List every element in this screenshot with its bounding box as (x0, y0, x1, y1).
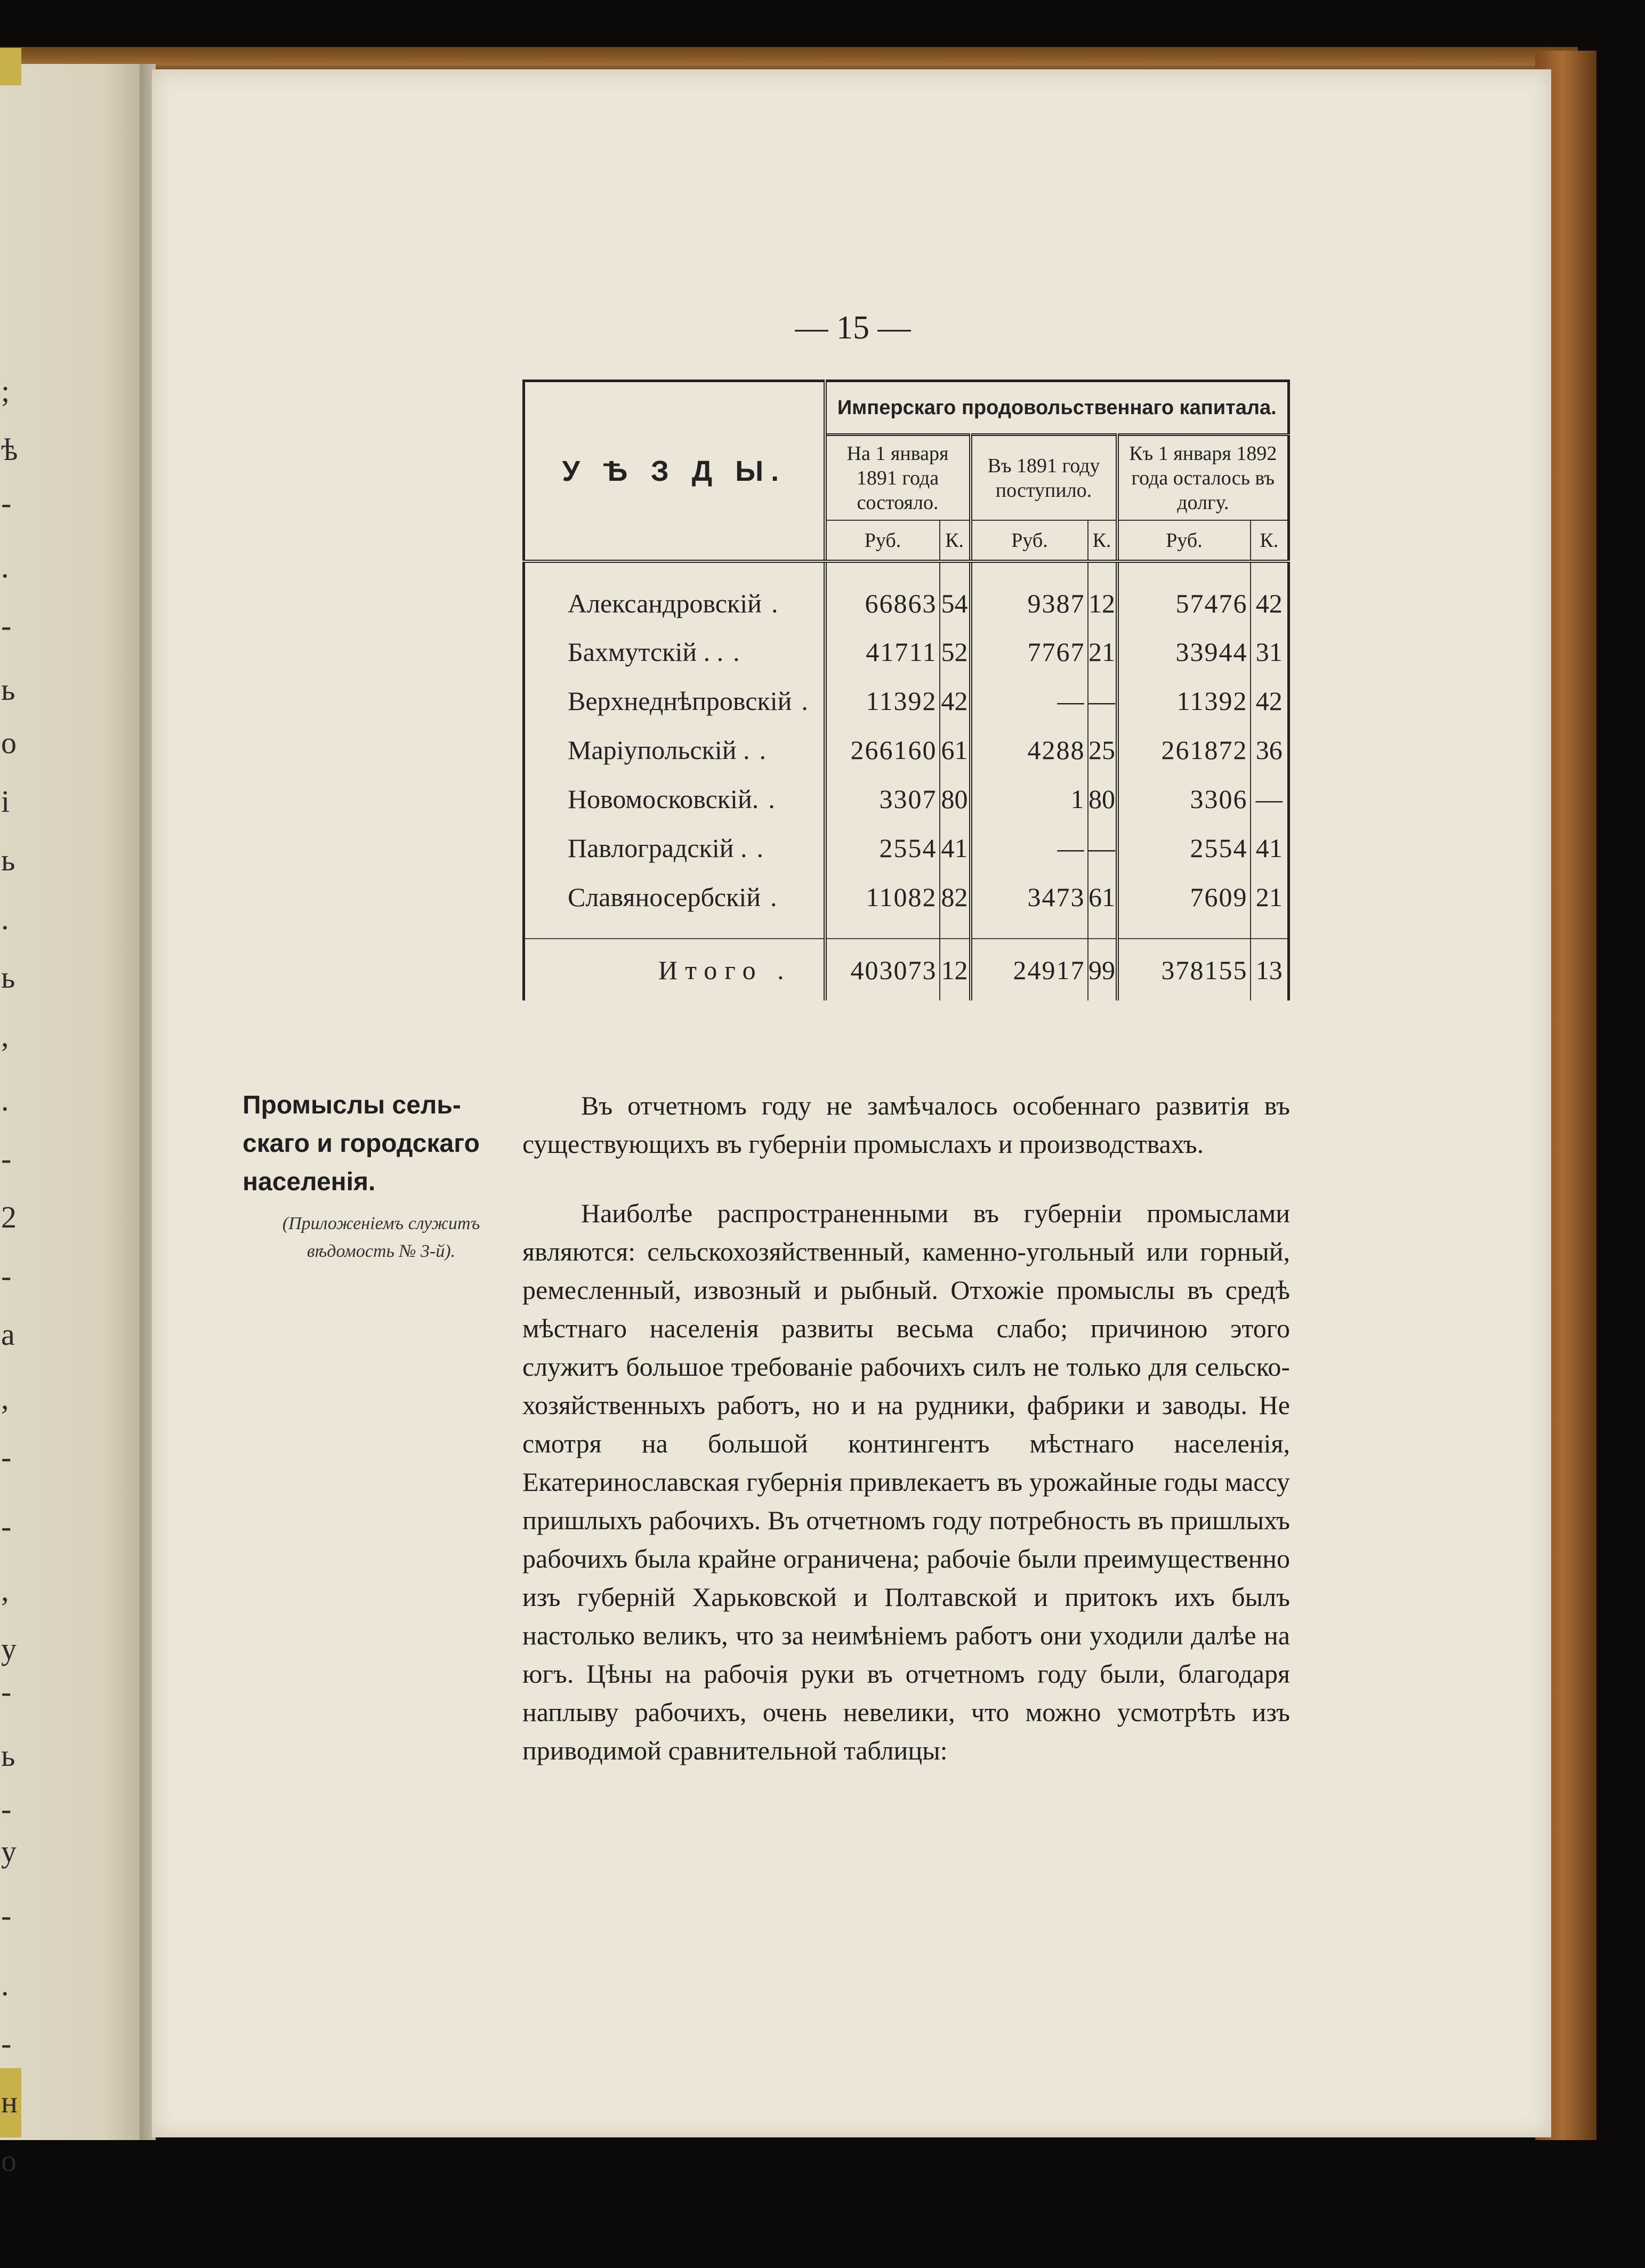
left-page-edge-char: у (1, 1632, 17, 1666)
page-number: — 15 — (795, 310, 911, 346)
cell-c1-rub: 41711 (825, 628, 940, 677)
left-page-edge-char: - (1, 2026, 12, 2061)
cell-c2-rub: — (971, 676, 1088, 725)
cell-c3-rub: 33944 (1117, 628, 1251, 677)
left-page-edge-char: - (1, 1141, 12, 1176)
left-page-edge-char: - (1, 1674, 12, 1709)
cell-c1-rub: 2554 (825, 824, 940, 873)
left-page-edge-char: - (1, 1898, 12, 1933)
left-page-edge-char: н (1, 2085, 18, 2119)
table-row (524, 824, 1289, 873)
total-c1-kop: 12 (940, 939, 971, 1000)
table-row (524, 725, 1289, 774)
total-c2-kop: 99 (1088, 939, 1117, 1000)
cell-c2-rub: 7767 (971, 628, 1088, 677)
row-name: Верхнеднѣпровскій . (524, 676, 825, 725)
capital-table (522, 380, 1290, 1000)
left-page (0, 64, 149, 2178)
cell-c1-rub: 66863 (825, 579, 940, 628)
left-page-edge-char: - (1, 1258, 12, 1293)
cell-c1-rub: 11392 (825, 676, 940, 725)
table-row (524, 676, 1289, 725)
cell-c2-kop: 80 (1088, 774, 1117, 824)
left-page-edge-char: у (1, 1834, 17, 1869)
unit-kop: К. (1251, 520, 1289, 561)
cover-strip-top (0, 48, 21, 85)
group-header: Имперскаго продовольственнаго капитала. (825, 381, 1289, 435)
left-page-edge-char: - (1, 1509, 12, 1544)
total-label: Итого . (524, 939, 825, 1000)
row-name: Бахмутскій . . . (524, 628, 825, 677)
side-note (248, 1210, 514, 1265)
row-name: Славяносербскій . (524, 873, 825, 922)
cell-c2-rub: 9387 (971, 579, 1088, 628)
cell-c3-kop: 21 (1251, 873, 1289, 922)
unit-rub: Руб. (825, 520, 940, 561)
cell-c1-kop: 82 (940, 873, 971, 922)
cell-c3-rub: 3306 (1117, 774, 1251, 824)
cell-c3-rub: 261872 (1117, 725, 1251, 774)
cell-c3-rub: 2554 (1117, 824, 1251, 873)
row-name: Маріупольскій . . (524, 725, 825, 774)
left-page-edge-char: , (1, 1573, 9, 1608)
cell-c1-kop: 80 (940, 774, 971, 824)
left-page-edge-char: і (1, 784, 10, 819)
cell-c2-kop: 12 (1088, 579, 1117, 628)
side-note-line: (Приложеніемъ служитъ (282, 1214, 480, 1233)
body-text (522, 1086, 1290, 1770)
cell-c1-kop: 41 (940, 824, 971, 873)
cell-c1-kop: 61 (940, 725, 971, 774)
cell-c1-kop: 42 (940, 676, 971, 725)
cell-c2-rub: 1 (971, 774, 1088, 824)
cell-c1-kop: 52 (940, 628, 971, 677)
unit-kop: К. (1088, 520, 1117, 561)
left-page-edge-char: ь (1, 960, 15, 995)
cell-c3-kop: — (1251, 774, 1289, 824)
left-page-edge-char: ь (1, 672, 15, 707)
col-header-1891-received: Въ 1891 году поступило. (971, 435, 1117, 520)
left-page-edge-char: ; (1, 374, 10, 408)
cell-c3-rub: 57476 (1117, 579, 1251, 628)
side-heading-line: скаго и городскаго (243, 1129, 480, 1158)
table-row (524, 774, 1289, 824)
unit-kop: К. (940, 520, 971, 561)
left-page-edge-char: . (1, 901, 9, 936)
table-row (524, 628, 1289, 677)
left-page-edge-char: - (1, 608, 12, 643)
cell-c3-kop: 36 (1251, 725, 1289, 774)
row-name: Новомосковскій. . (524, 774, 825, 824)
cell-c1-rub: 3307 (825, 774, 940, 824)
cell-c2-rub: 4288 (971, 725, 1088, 774)
cell-c1-rub: 11082 (825, 873, 940, 922)
side-heading-line: Промыслы сель- (243, 1091, 461, 1119)
side-note-line: вѣдомость № 3-й). (307, 1241, 456, 1261)
cell-c2-kop: 61 (1088, 873, 1117, 922)
left-page-edge-char: ь (1, 1738, 15, 1773)
cell-c2-kop: 21 (1088, 628, 1117, 677)
left-page-edge-char: . (1, 1083, 9, 1117)
cell-c2-rub: — (971, 824, 1088, 873)
left-page-edge-char: о (1, 2143, 17, 2178)
cell-c2-rub: 3473 (971, 873, 1088, 922)
table-row (524, 579, 1289, 628)
left-page-edge-char: а (1, 1317, 15, 1352)
side-heading (243, 1086, 520, 1201)
cell-c1-rub: 266160 (825, 725, 940, 774)
left-page-edge-char: . (1, 1967, 9, 2002)
cell-c3-kop: 42 (1251, 579, 1289, 628)
unit-rub: Руб. (1117, 520, 1251, 561)
left-page-edge-char: . (1, 550, 9, 584)
table-row (524, 873, 1289, 922)
side-heading-line: населенія. (243, 1168, 376, 1196)
table-total-row (524, 939, 1289, 1000)
left-page-edge-char: , (1, 1019, 9, 1053)
left-page-edge-char: ѣ (1, 432, 18, 467)
col-header-1891-start: На 1 января 1891 года состояло. (825, 435, 971, 520)
cell-c3-kop: 31 (1251, 628, 1289, 677)
cell-c2-kop: — (1088, 824, 1117, 873)
cell-c3-rub: 7609 (1117, 873, 1251, 922)
paragraph: Въ отчетномъ году не замѣчалось особеннаго развитія въ существующихъ въ губерніи промыслахъ и производствахъ. (522, 1091, 1290, 1159)
cell-c3-rub: 11392 (1117, 676, 1251, 725)
row-name: Александровскій . (524, 579, 825, 628)
cell-c3-kop: 42 (1251, 676, 1289, 725)
left-page-edge-char: - (1, 486, 12, 520)
left-page-edge-char: ь (1, 843, 15, 877)
total-c1-rub: 403073 (825, 939, 940, 1000)
cell-c3-kop: 41 (1251, 824, 1289, 873)
left-page-edge-char: - (1, 1440, 12, 1474)
left-page-edge-char: о (1, 725, 17, 760)
total-c3-kop: 13 (1251, 939, 1289, 1000)
paragraph: Наиболѣе распространенными въ губерніи промыслами являются: сельскохозяйственный, каменно-угольный или горный, ремесленный, извозный и рыбный. Отхожіе промыслы въ средѣ мѣстнаго населенія развиты весьма слабо; причиною этого служитъ большое требованіе рабочихъ силъ не только для сельско-хозяйственныхъ работъ, но и на рудники, фабрики и заводы. Не смотря на большой контингентъ мѣстнаго населенія, Екатеринославская губернія привлекаетъ въ урожайные годы массу пришлыхъ рабочихъ. Въ отчетномъ году потребность въ пришлыхъ рабочихъ была крайне ограничена; рабочіе были преимущественно изъ губерній Харьковской и Полтавской и притокъ ихъ былъ настолько великъ, что за неимѣніемъ работъ они уходили далѣе на югъ. Цѣны на рабочія руки въ отчетномъ году были, благодаря наплыву рабочихъ, очень невелики, что можно усмотрѣть изъ приводимой сравнительной таблицы: (522, 1198, 1290, 1765)
unit-rub: Руб. (971, 520, 1088, 561)
cell-c1-kop: 54 (940, 579, 971, 628)
uezdy-header: У Ѣ З Д Ы. (524, 381, 825, 562)
left-page-edge-char: 2 (1, 1200, 17, 1234)
left-page-edge-char: , (1, 1381, 9, 1416)
cell-c2-kop: — (1088, 676, 1117, 725)
total-c2-rub: 24917 (971, 939, 1088, 1000)
left-page-edge-char: - (1, 1791, 12, 1826)
row-name: Павлоградскій . . (524, 824, 825, 873)
total-c3-rub: 378155 (1117, 939, 1251, 1000)
col-header-1892-debt: Къ 1 января 1892 года осталось въ долгу. (1117, 435, 1289, 520)
cell-c2-kop: 25 (1088, 725, 1117, 774)
